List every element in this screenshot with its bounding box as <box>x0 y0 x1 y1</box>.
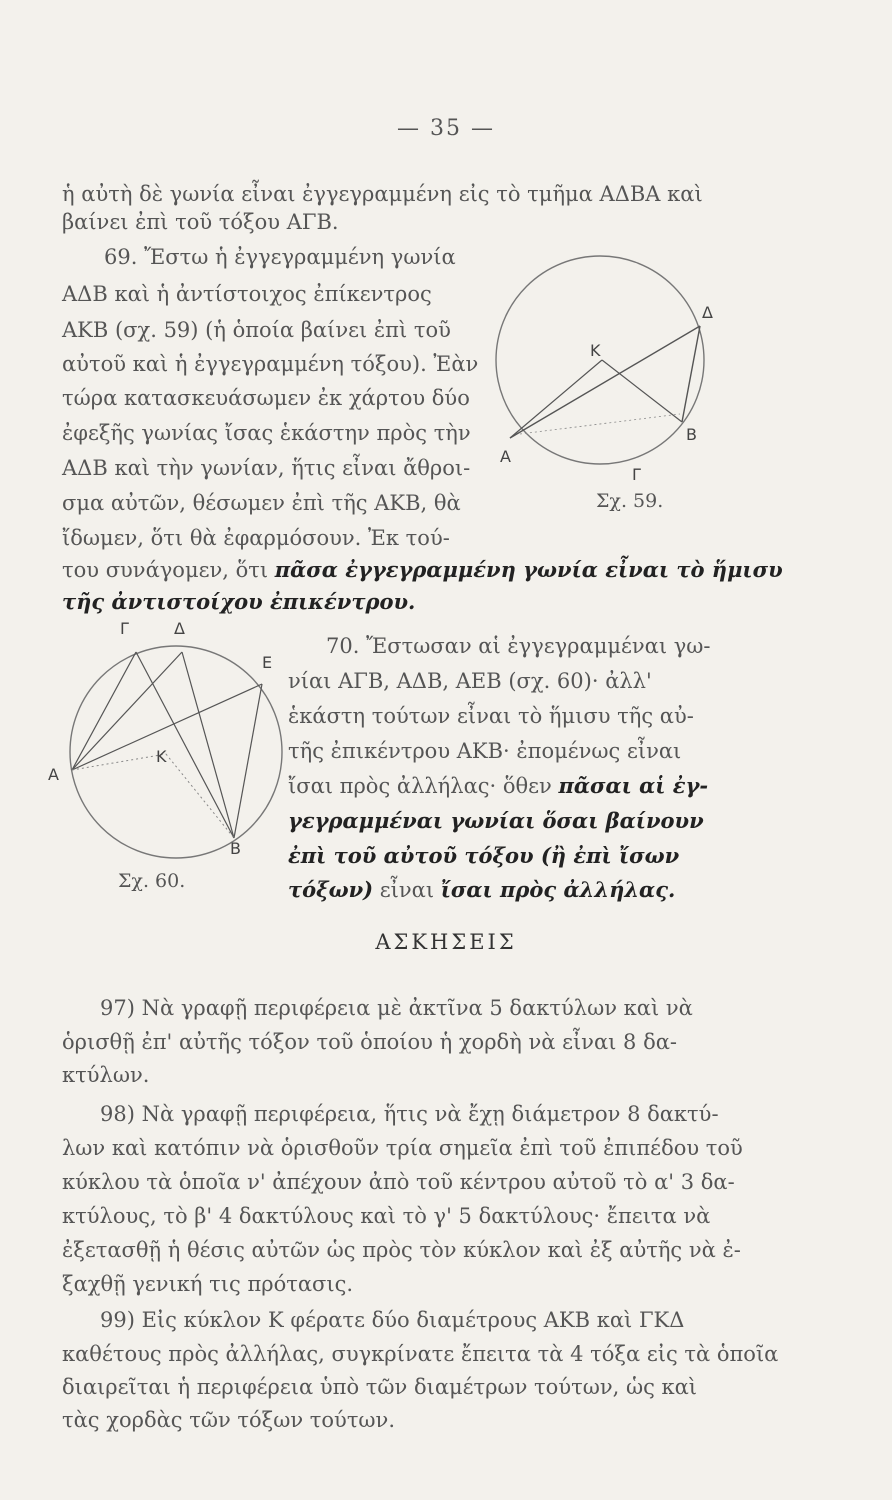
label-E: Ε <box>262 653 273 672</box>
exercise-line: κτύλους, τὸ β' 4 δακτύλους καὶ τὸ γ' 5 δακτύλους· ἔπειτα νὰ <box>62 1204 711 1228</box>
radius-KB <box>602 360 682 422</box>
text-plain: του συνάγομεν, ὅτι <box>62 558 275 582</box>
figure-59-caption: Σχ. 59. <box>596 490 664 512</box>
radius-KA <box>72 754 166 770</box>
exercise-line: ἐξετασθῇ ἡ θέσις αὐτῶν ὡς πρὸς τὸν κύκλον καὶ ἐξ αὐτῆς νὰ ἐ- <box>62 1238 741 1262</box>
dotted-line <box>520 414 680 434</box>
exercise-line: 99) Εἰς κύκλον Κ φέρατε δύο διαμέτρους ΑΚΒ καὶ ΓΚΔ <box>100 1308 685 1332</box>
exercise-line: κτύλων. <box>62 1063 150 1087</box>
theorem-text: ἴσαι πρὸς ἀλλήλας. <box>440 877 676 902</box>
exercise-line: λων καὶ κατόπιν νὰ ὁρισθοῦν τρία σημεῖα ἐπὶ τοῦ ἐπιπέδου τοῦ <box>62 1136 743 1160</box>
label-A: Α <box>500 447 511 466</box>
chord-GB <box>136 652 234 838</box>
page-number: — 35 — <box>397 116 495 141</box>
theorem-text: πᾶσαι αἱ ἐγ- <box>558 773 709 798</box>
text-line: αὐτοῦ καὶ ἡ ἐγγεγραμμένη τόξου). Ἐὰν <box>62 352 479 376</box>
text-line: ἡ αὐτὴ δὲ γωνία εἶναι ἐγγεγραμμένη εἰς τὸ τμῆμα ΑΔΒΑ καὶ <box>62 182 703 206</box>
exercises-heading: ΑΣΚΗΣΕΙΣ <box>375 930 517 954</box>
label-B: Β <box>686 425 697 444</box>
theorem-line: ἐπὶ τοῦ αὐτοῦ τόξου (ἢ ἐπὶ ἴσων <box>288 843 680 868</box>
exercise-line: τὰς χορδὰς τῶν τόξων τούτων. <box>62 1408 395 1432</box>
exercise-line: ὁρισθῇ ἐπ' αὐτῆς τόξον τοῦ ὁποίου ἡ χορδὴ νὰ εἶναι 8 δα- <box>62 1030 677 1054</box>
text-line <box>62 552 783 588</box>
label-G: Γ <box>632 465 641 484</box>
label-A: Α <box>48 765 59 784</box>
text-line: ΑΔΒ καὶ τὴν γωνίαν, ἥτις εἶναι ἄθροι- <box>62 456 471 480</box>
exercise-line: 97) Νὰ γραφῇ περιφέρεια μὲ ἀκτῖνα 5 δακτύλων καὶ νὰ <box>100 996 693 1020</box>
text-line: τῆς ἐπικέντρου ΑΚΒ· ἐπομένως εἶναι <box>288 739 682 763</box>
figure-60-caption: Σχ. 60. <box>118 870 186 892</box>
circle <box>496 256 704 464</box>
exercise-line: διαιρεῖται ἡ περιφέρεια ὑπὸ τῶν διαμέτρων τούτων, ὡς καὶ <box>62 1375 698 1399</box>
chord-AD <box>510 326 700 438</box>
text-line: τώρα κατασκευάσωμεν ἐκ χάρτου δύο <box>62 386 470 410</box>
figure-60 <box>36 612 286 862</box>
chord-DB <box>182 652 234 838</box>
radius-KB <box>166 754 234 838</box>
text-line: βαίνει ἐπὶ τοῦ τόξου ΑΓΒ. <box>62 210 339 234</box>
chord-AE <box>72 684 262 770</box>
label-D: Δ <box>174 619 185 638</box>
text-line: ΑΔΒ καὶ ἡ ἀντίστοιχος ἐπίκεντρος <box>62 282 432 306</box>
text-line: νίαι ΑΓΒ, ΑΔΒ, ΑΕΒ (σχ. 60)· ἀλλ' <box>288 669 652 693</box>
theorem-text: τῆς ἀντιστοίχου ἐπικέντρου. <box>62 589 416 614</box>
text-plain: ἴσαι πρὸς ἀλλήλας· ὅθεν <box>288 774 559 798</box>
text-line: σμα αὐτῶν, θέσωμεν ἐπὶ τῆς ΑΚΒ, θὰ <box>62 491 461 515</box>
theorem-text: τόξων) <box>288 877 374 902</box>
exercise-line: κύκλου τὰ ὁποῖα ν' ἀπέχουν ἀπὸ τοῦ κέντρου αὐτοῦ τὸ α' 3 δα- <box>62 1170 735 1194</box>
theorem-text: πᾶσα ἐγγεγραμμένη γωνία εἶναι τὸ ἥμισυ <box>274 557 783 582</box>
label-B: Β <box>230 839 241 858</box>
chord-EB <box>234 684 262 838</box>
exercise-line: ξαχθῇ γενική τις πρότασις. <box>62 1272 354 1296</box>
theorem-line: γεγραμμέναι γωνίαι ὅσαι βαίνουν <box>288 808 704 833</box>
label-K: Κ <box>156 747 167 766</box>
text-line <box>288 768 708 804</box>
text-line: 69. Ἔστω ἡ ἐγγεγραμμένη γωνία <box>104 245 456 269</box>
text-line <box>288 872 675 908</box>
text-line: 70. Ἔστωσαν αἱ ἐγγεγραμμέναι γω- <box>326 634 711 658</box>
radius-KA <box>510 360 602 438</box>
label-G: Γ <box>120 619 129 638</box>
exercise-line: 98) Νὰ γραφῇ περιφέρεια, ἥτις νὰ ἔχῃ διάμετρον 8 δακτύ- <box>100 1102 719 1126</box>
exercise-line: καθέτους πρὸς ἀλλήλας, συγκρίνατε ἔπειτα τὰ 4 τόξα εἰς τὰ ὁποῖα <box>62 1342 779 1366</box>
text-line: ἐφεξῆς γωνίας ἴσας ἑκάστην πρὸς τὴν <box>62 421 471 445</box>
label-D: Δ <box>702 303 713 322</box>
text-plain: εἶναι <box>373 878 441 902</box>
chord-DB <box>682 326 700 422</box>
text-line: ἑκάστη τούτων εἶναι τὸ ἥμισυ τῆς αὐ- <box>288 704 694 728</box>
label-K: Κ <box>590 341 601 360</box>
text-line: ἴδωμεν, ὅτι θὰ ἐφαρμόσουν. Ἐκ τού- <box>62 526 450 550</box>
text-line: ΑΚΒ (σχ. 59) (ἡ ὁποία βαίνει ἐπὶ τοῦ <box>62 318 451 342</box>
